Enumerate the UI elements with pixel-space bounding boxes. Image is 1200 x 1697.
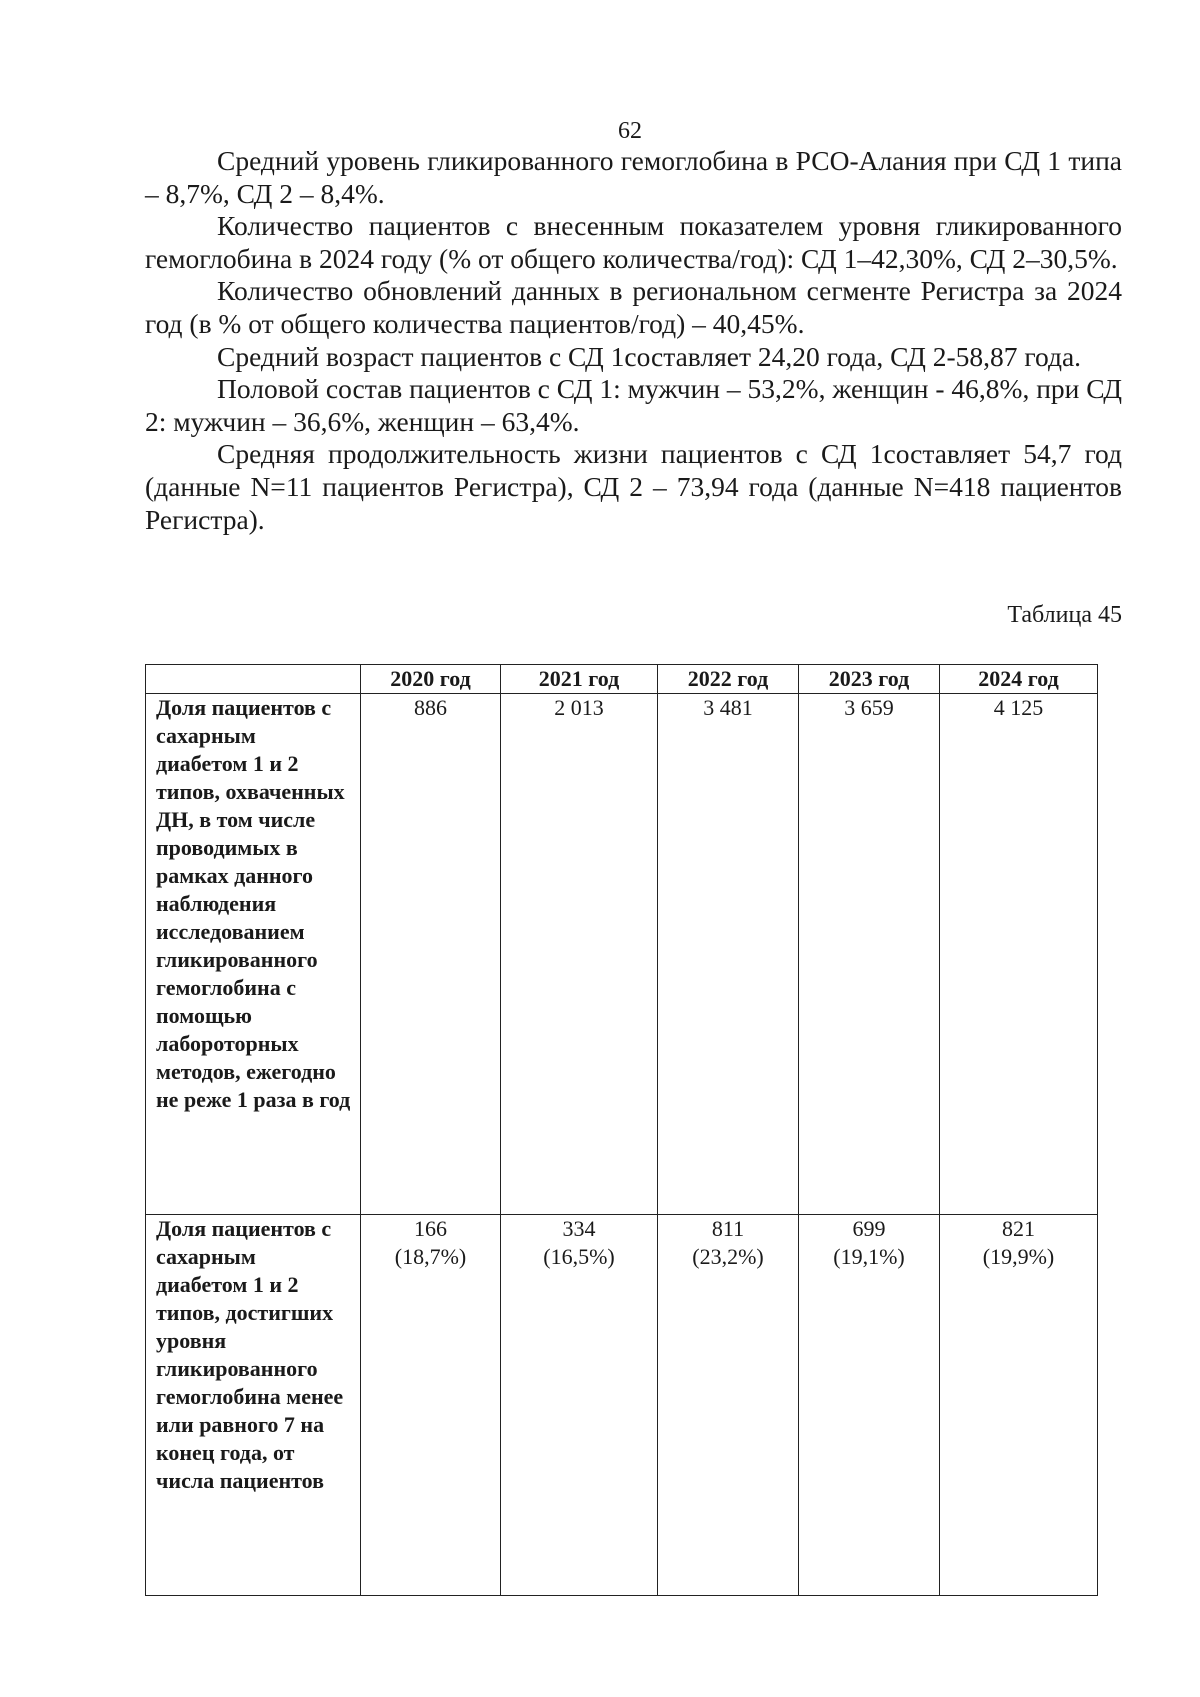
cell-count: 821 [1002,1216,1035,1241]
cell-count: 811 [711,1216,745,1241]
row-label: Доля пациентов с сахарным диабетом 1 и 2 типов, достигших уровня гликированного гемоглобина менее или равного 7 на конец года, от числа пациентов [146,1215,361,1596]
table-caption: Таблица 45 [1007,602,1122,628]
table-cell [658,1215,799,1596]
cell-percent: (16,5%) [543,1244,615,1269]
table-cell [940,694,1098,1215]
paragraph-hba1c-level: Средний уровень гликированного гемоглобина в РСО-Алания при СД 1 типа – 8,7%, СД 2 – 8,4%. [145,145,1122,209]
table-cell [501,694,658,1215]
cell-percent: (23,2%) [692,1244,764,1269]
table-cell [799,1215,940,1596]
row-label: Доля пациентов с сахарным диабетом 1 и 2 типов, охваченных ДН, в том числе проводимых в рамках данного наблюдения исследованием гликированного гемоглобина с помощью лабороторных методов, ежегодно не реже 1 раза в год [146,694,361,1215]
cell-count: 886 [414,695,447,720]
column-header-2024: 2024 год [940,665,1098,694]
cell-percent: (19,9%) [982,1244,1055,1269]
table-cell [799,694,940,1215]
table-cell [501,1215,658,1596]
table-cell [361,694,501,1215]
cell-count: 2 013 [554,695,604,720]
cell-percent: (18,7%) [394,1244,467,1269]
cell-count: 3 659 [844,695,894,720]
cell-count: 4 125 [993,695,1044,720]
table-header-row [146,665,1098,694]
body-text [145,145,1122,536]
paragraph-life-expectancy: Средняя продолжительность жизни пациентов с СД 1составляет 54,7 год (данные N=11 пациентов Регистра), СД 2 – 73,94 года (данные N=418 пациентов Регистра). [145,438,1122,535]
data-table [145,664,1098,1596]
column-header-2020: 2020 год [361,665,501,694]
cell-count: 699 [852,1216,886,1241]
table-row [146,1215,1098,1596]
table-cell [658,694,799,1215]
cell-percent: (19,1%) [833,1244,905,1269]
table-corner-cell [146,665,361,694]
column-header-2023: 2023 год [799,665,940,694]
paragraph-register-updates: Количество обновлений данных в региональном сегменте Регистра за 2024 год (в % от общего количества пациентов/год) – 40,45%. [145,275,1122,339]
column-header-2021: 2021 год [501,665,658,694]
paragraph-gender: Половой состав пациентов с СД 1: мужчин – 53,2%, женщин - 46,8%, при СД 2: мужчин – 36,6%, женщин – 63,4%. [145,373,1122,437]
paragraph-average-age: Средний возраст пациентов с СД 1составляет 24,20 года, СД 2-58,87 года. [217,340,1082,372]
cell-count: 166 [414,1216,447,1241]
cell-count: 334 [562,1216,596,1241]
page-number: 62 [618,118,642,144]
table-cell [361,1215,501,1596]
paragraph-hba1c-coverage: Количество пациентов с внесенным показателем уровня гликированного гемоглобина в 2024 году (% от общего количества/год): СД 1–42,30%, СД 2–30,5%. [145,210,1122,274]
table-row [146,694,1098,1215]
cell-count: 3 481 [703,695,753,720]
table-cell [940,1215,1098,1596]
column-header-2022: 2022 год [658,665,799,694]
